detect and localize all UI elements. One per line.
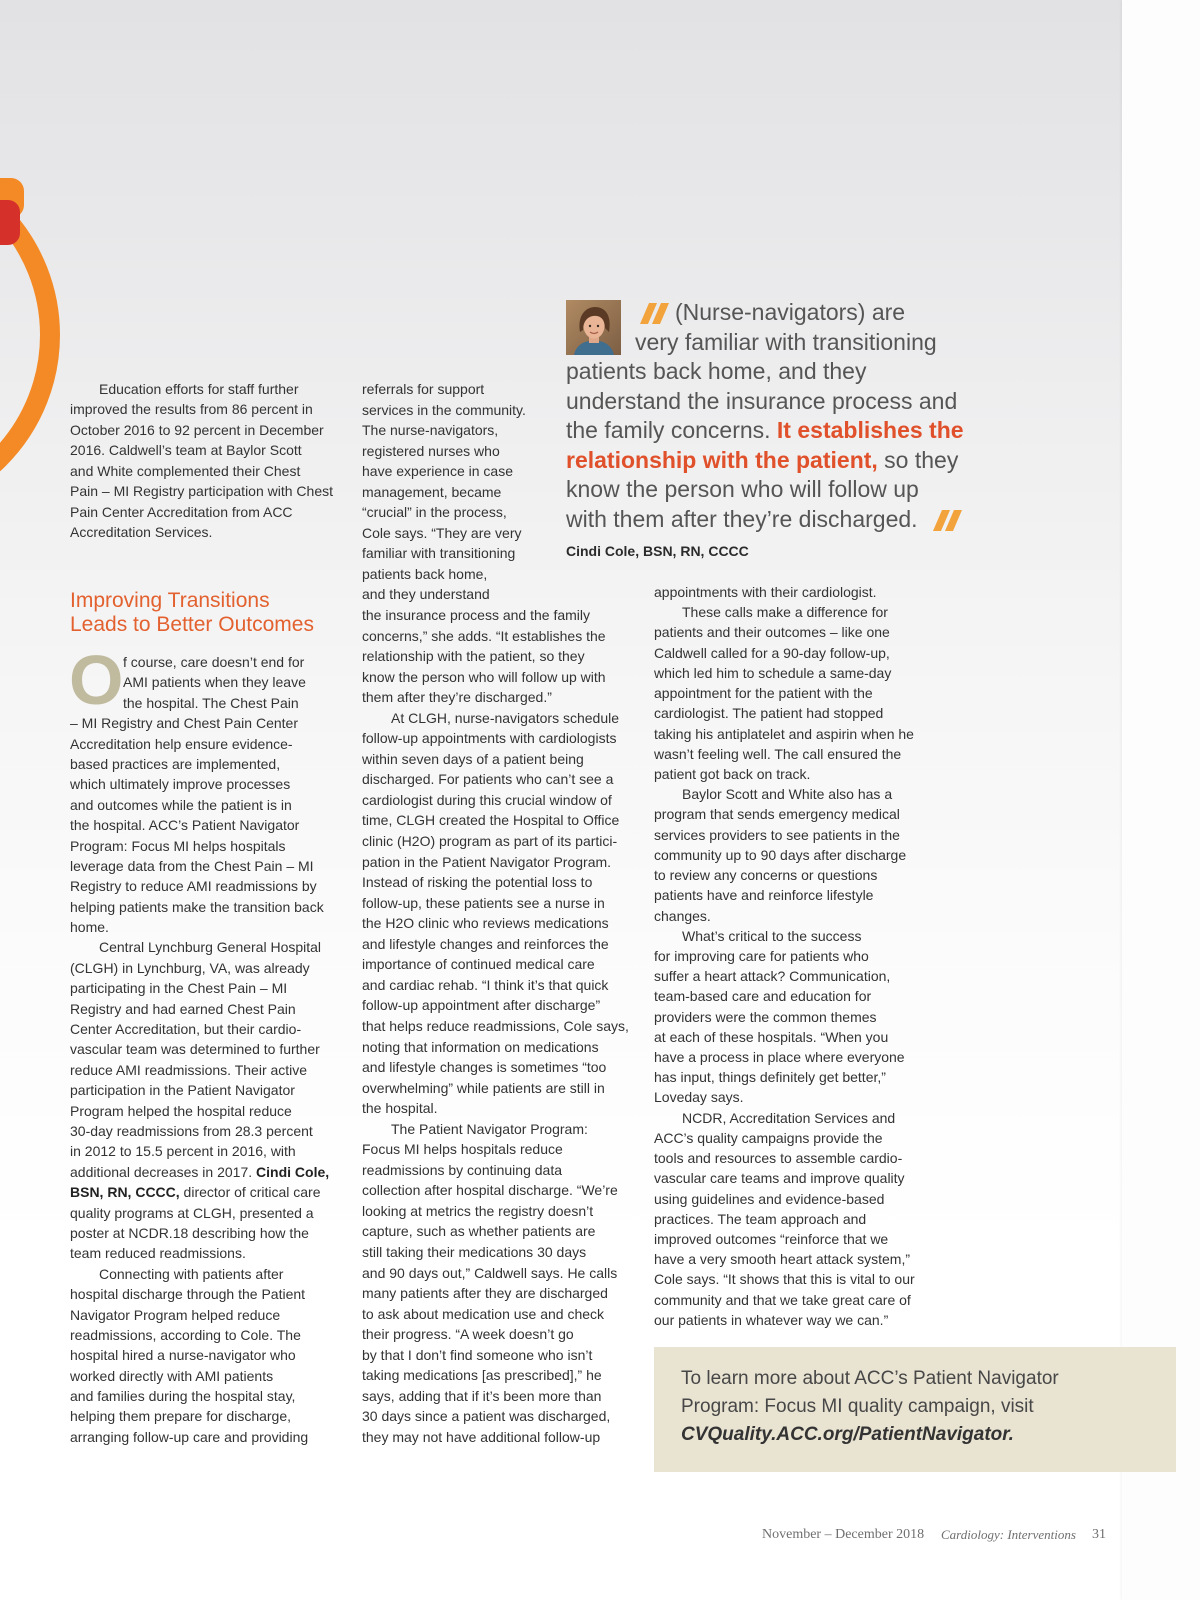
text-line: Baylor Scott and White also has a — [682, 786, 893, 803]
page-footer — [0, 1525, 1200, 1545]
text-line: These calls make a difference for — [682, 604, 888, 621]
paragraph — [654, 602, 915, 784]
text-line — [566, 446, 964, 476]
text-line: cardiologist. The patient had stopped — [654, 705, 884, 722]
text-line: reduce AMI readmissions. Their active — [70, 1061, 308, 1078]
text-line: registered nurses who — [362, 442, 500, 459]
text-line: by that I don’t find someone who isn’t — [362, 1346, 593, 1363]
paragraph — [70, 379, 333, 543]
text-line: Improving Transitions — [70, 589, 270, 612]
bold-phrase: It establishes the — [776, 417, 964, 443]
text-line: – MI Registry and Chest Pain Center — [70, 715, 298, 732]
text-line: still taking their medications 30 days — [362, 1243, 587, 1260]
text-line: Program: Focus MI helps hospitals — [70, 837, 286, 854]
text-line: leverage data from the Chest Pain – MI — [70, 857, 314, 874]
text-line: vascular team was determined to further — [70, 1041, 320, 1058]
text-line: discharged. For patients who can’t see a — [362, 771, 614, 788]
red-tab-shape — [0, 200, 20, 245]
text-line: familiar with transitioning — [362, 545, 516, 562]
text-line: practices. The team approach and — [654, 1210, 867, 1227]
callout-text-line: Program: Focus MI quality campaign, visit — [681, 1396, 1034, 1417]
text-run: the family concerns. — [566, 417, 777, 443]
text-line: noting that information on medications — [362, 1038, 599, 1055]
text-line: vascular care teams and improve quality — [654, 1170, 905, 1187]
text-line: Connecting with patients after — [99, 1265, 284, 1282]
text-line: arranging follow-up care and providing — [70, 1428, 309, 1445]
text-line: (Nurse-navigators) are — [675, 299, 906, 325]
text-line: helping them prepare for discharge, — [70, 1408, 292, 1425]
text-line: pation in the Patient Navigator Program. — [362, 853, 612, 870]
paragraph — [654, 926, 915, 1108]
text-line: which led him to schedule a same-day — [654, 664, 892, 681]
text-line: appointments with their cardiologist. — [654, 584, 877, 600]
text-line: using guidelines and evidence-based — [654, 1190, 885, 1207]
text-line: wasn’t feeling well. The call ensured the — [654, 745, 902, 762]
paragraph — [654, 1108, 915, 1330]
text-line: The nurse-navigators, — [362, 422, 499, 439]
text-line: 2016. Caldwell’s team at Baylor Scott — [70, 442, 302, 459]
text-line: and lifestyle changes is sometimes “too — [362, 1059, 607, 1076]
text-line: The Patient Navigator Program: — [391, 1120, 588, 1137]
text-line: At CLGH, nurse-navigators schedule — [391, 709, 619, 726]
text-line: improved outcomes “reinforce that we — [654, 1231, 889, 1247]
text-line: management, became — [362, 483, 502, 500]
text-line: understand the insurance process and — [566, 387, 958, 414]
text-line: hospital hired a nurse-navigator who — [70, 1347, 296, 1364]
text-line: at each of these hospitals. “When you — [654, 1028, 889, 1045]
text-line: concerns,” she adds. “It establishes the — [362, 627, 606, 644]
text-line: Education efforts for staff further — [99, 381, 299, 397]
text-line: AMI patients when they leave — [123, 674, 306, 691]
text-line: helping patients make the transition back — [70, 898, 324, 915]
text-line: hospital discharge through the Patient — [70, 1286, 306, 1303]
text-line: and outcomes while the patient is in — [70, 796, 292, 813]
text-line: patients and their outcomes – like one — [654, 624, 890, 641]
text-line: Central Lynchburg General Hospital — [99, 939, 322, 956]
pull-quote-text — [566, 298, 964, 534]
bold-phrase: Cindi Cole, — [256, 1163, 330, 1180]
text-line: What’s critical to the success — [682, 927, 862, 944]
text-line — [70, 1182, 329, 1202]
text-line: readmissions, according to Cole. The — [70, 1326, 301, 1343]
text-line: Accreditation help ensure evidence- — [70, 735, 293, 752]
text-line: the H2O clinic who reviews medications — [362, 915, 609, 932]
text-line: relationship with the patient, so they — [362, 648, 585, 665]
text-line: capture, such as whether patients are — [362, 1223, 596, 1240]
text-line: “crucial” in the process, — [362, 504, 507, 521]
decorative-arc-graphic — [0, 150, 80, 490]
text-line: and they understand — [362, 586, 490, 603]
text-line: that helps reduce readmissions, Cole says, — [362, 1017, 629, 1034]
column-1-body — [69, 641, 330, 1447]
text-line: providers were the common themes — [654, 1008, 877, 1025]
text-line: to review any concerns or questions — [654, 867, 878, 884]
text-line: has input, things definitely get better,” — [654, 1069, 886, 1086]
text-line: Registry and had earned Chest Pain — [70, 1000, 296, 1017]
text-line: overwhelming” while patients are still in — [362, 1079, 605, 1096]
learn-more-callout — [654, 1347, 1176, 1472]
text-line: 30 days since a patient was discharged, — [362, 1408, 611, 1425]
text-line: the hospital. The Chest Pain — [123, 694, 299, 711]
text-line: quality programs at CLGH, presented a — [70, 1204, 314, 1221]
text-line: tools and resources to assemble cardio- — [654, 1150, 903, 1167]
paragraph — [654, 582, 915, 602]
text-line: NCDR, Accreditation Services and — [682, 1109, 896, 1126]
text-line: Caldwell called for a 90-day follow-up, — [654, 644, 890, 661]
text-line: with them after they’re discharged. — [566, 505, 918, 532]
text-line: Cole says. “It shows that this is vital to our — [654, 1271, 915, 1288]
text-line: looking at metrics the registry doesn’t — [362, 1202, 594, 1219]
text-line: which ultimately improve processes — [70, 776, 291, 793]
text-line: Cole says. “They are very — [362, 524, 522, 541]
text-line: and families during the hospital stay, — [70, 1388, 296, 1405]
text-line: in 2012 to 15.5 percent in 2016, with — [70, 1143, 296, 1160]
text-line: collection after hospital discharge. “We’re — [362, 1182, 618, 1199]
text-line: time, CLGH created the Hospital to Office — [362, 812, 620, 829]
text-line: know the person who will follow up — [566, 476, 919, 502]
text-line: Focus MI helps hospitals reduce — [362, 1141, 563, 1158]
text-line: Leads to Better Outcomes — [70, 613, 314, 636]
text-line: (CLGH) in Lynchburg, VA, was already — [70, 959, 310, 976]
text-line: to ask about medication use and check — [362, 1305, 605, 1322]
text-line: ACC’s quality campaigns provide the — [654, 1129, 883, 1146]
pull-quote — [566, 298, 966, 568]
text-line: community up to 90 days after discharge — [654, 846, 907, 863]
text-line: they may not have additional follow-up — [362, 1428, 601, 1445]
text-line: and cardiac rehab. “I think it’s that quick — [362, 976, 609, 993]
text-line: the hospital. ACC’s Patient Navigator — [70, 817, 300, 834]
text-run: so they — [877, 446, 959, 473]
text-line: poster at NCDR.18 describing how the — [70, 1224, 309, 1241]
text-line: Accreditation Services. — [70, 524, 213, 541]
text-line: have a process in place where everyone — [654, 1049, 905, 1066]
text-line: f course, care doesn’t end for — [123, 654, 305, 670]
text-line: services in the community. — [362, 401, 526, 418]
text-line: and lifestyle changes and reinforces the — [362, 935, 609, 952]
column-1-intro — [70, 379, 333, 543]
text-line — [566, 416, 964, 446]
text-line: follow-up appointment after discharge” — [362, 997, 601, 1014]
bold-phrase: relationship with the patient, — [566, 446, 878, 473]
text-line: the hospital. — [362, 1100, 438, 1117]
text-line: changes. — [654, 907, 711, 924]
text-line: follow-up, these patients see a nurse in — [362, 894, 605, 911]
paragraph — [654, 784, 915, 926]
text-line: Program helped the hospital reduce — [70, 1102, 292, 1119]
text-line: patients have and reinforce lifestyle — [654, 887, 874, 904]
callout-text-line: To learn more about ACC’s Patient Navigator — [681, 1368, 1059, 1389]
paragraph — [362, 1119, 629, 1448]
text-line: and 90 days out,” Caldwell says. He calls — [362, 1264, 618, 1281]
text-run: director of critical care — [179, 1184, 321, 1201]
text-line: participation in the Patient Navigator — [70, 1082, 295, 1099]
text-line: have experience in case — [362, 463, 513, 480]
text-line: team-based care and education for — [654, 988, 872, 1005]
text-line: Pain Center Accreditation from ACC — [70, 503, 293, 520]
paragraph — [70, 1264, 329, 1448]
drop-cap-letter: O — [69, 641, 124, 719]
text-line: October 2016 to 92 percent in December — [70, 421, 324, 438]
issue-date: November – December 2018 — [762, 1527, 925, 1542]
text-line: them after they’re discharged.” — [362, 689, 552, 706]
callout-url: CVQuality.ACC.org/PatientNavigator. — [681, 1424, 1014, 1445]
text-line: home. — [70, 919, 109, 936]
text-line: within seven days of a patient being — [362, 750, 584, 767]
text-line: appointment for the patient with the — [654, 685, 873, 702]
text-line: Center Accreditation, but their cardio- — [70, 1021, 302, 1038]
text-line: patients back home, and they — [566, 358, 867, 384]
text-line: importance of continued medical care — [362, 956, 595, 973]
page-number: 31 — [1092, 1527, 1106, 1542]
text-line: very familiar with transitioning — [635, 328, 937, 355]
text-line: know the person who will follow up with — [362, 668, 606, 685]
text-line: for improving care for patients who — [654, 947, 869, 964]
text-line: participating in the Chest Pain – MI — [70, 980, 288, 997]
column-3 — [654, 582, 915, 1330]
paragraph — [69, 641, 329, 937]
text-line: Pain – MI Registry participation with Chest — [70, 483, 333, 500]
text-line: Loveday says. — [654, 1089, 744, 1106]
text-line: 30-day readmissions from 28.3 percent — [70, 1122, 313, 1139]
close-quote-icon — [933, 510, 962, 531]
text-line: patients back home, — [362, 565, 488, 582]
text-line: suffer a heart attack? Communication, — [654, 968, 891, 985]
text-run: additional decreases in 2017. — [70, 1163, 257, 1180]
text-line: and White complemented their Chest — [70, 462, 301, 479]
text-line: says, adding that if it’s been more than — [362, 1387, 602, 1404]
section-heading — [70, 589, 314, 637]
text-line: cardiologist during this crucial window of — [362, 791, 612, 808]
publication-name: Cardiology: Interventions — [941, 1527, 1076, 1542]
text-line: worked directly with AMI patients — [70, 1367, 274, 1384]
text-line: follow-up appointments with cardiologists — [362, 730, 617, 747]
text-line: our patients in whatever way we can.” — [654, 1311, 889, 1328]
text-line: the insurance process and the family — [362, 607, 591, 624]
text-line: clinic (H2O) program as part of its partici- — [362, 833, 618, 850]
text-line: based practices are implemented, — [70, 755, 281, 772]
text-line: their progress. “A week doesn’t go — [362, 1326, 574, 1343]
text-line: community and that we take great care of — [654, 1291, 911, 1308]
text-line: taking his antiplatelet and aspirin when he — [654, 725, 914, 742]
text-line: Instead of risking the potential loss to — [362, 874, 593, 891]
text-line: referrals for support — [362, 381, 485, 397]
text-line: improved the results from 86 percent in — [70, 401, 313, 418]
text-line: have a very smooth heart attack system,” — [654, 1251, 910, 1268]
text-line: team reduced readmissions. — [70, 1245, 246, 1262]
text-line: Registry to reduce AMI readmissions by — [70, 878, 317, 895]
text-line: services providers to see patients in the — [654, 826, 900, 843]
text-line: taking medications [as prescribed],” he — [362, 1367, 602, 1384]
text-line: program that sends emergency medical — [654, 806, 900, 823]
text-line: many patients after they are discharged — [362, 1285, 608, 1302]
paragraph — [362, 708, 629, 1119]
pull-quote-attribution: Cindi Cole, BSN, RN, CCCC — [566, 543, 749, 559]
text-line: Navigator Program helped reduce — [70, 1306, 281, 1323]
text-line: patient got back on track. — [654, 765, 811, 782]
text-line — [70, 1162, 329, 1182]
paragraph — [70, 937, 329, 1263]
bold-phrase: BSN, RN, CCCC, — [70, 1184, 180, 1201]
text-line: readmissions by continuing data — [362, 1161, 563, 1178]
